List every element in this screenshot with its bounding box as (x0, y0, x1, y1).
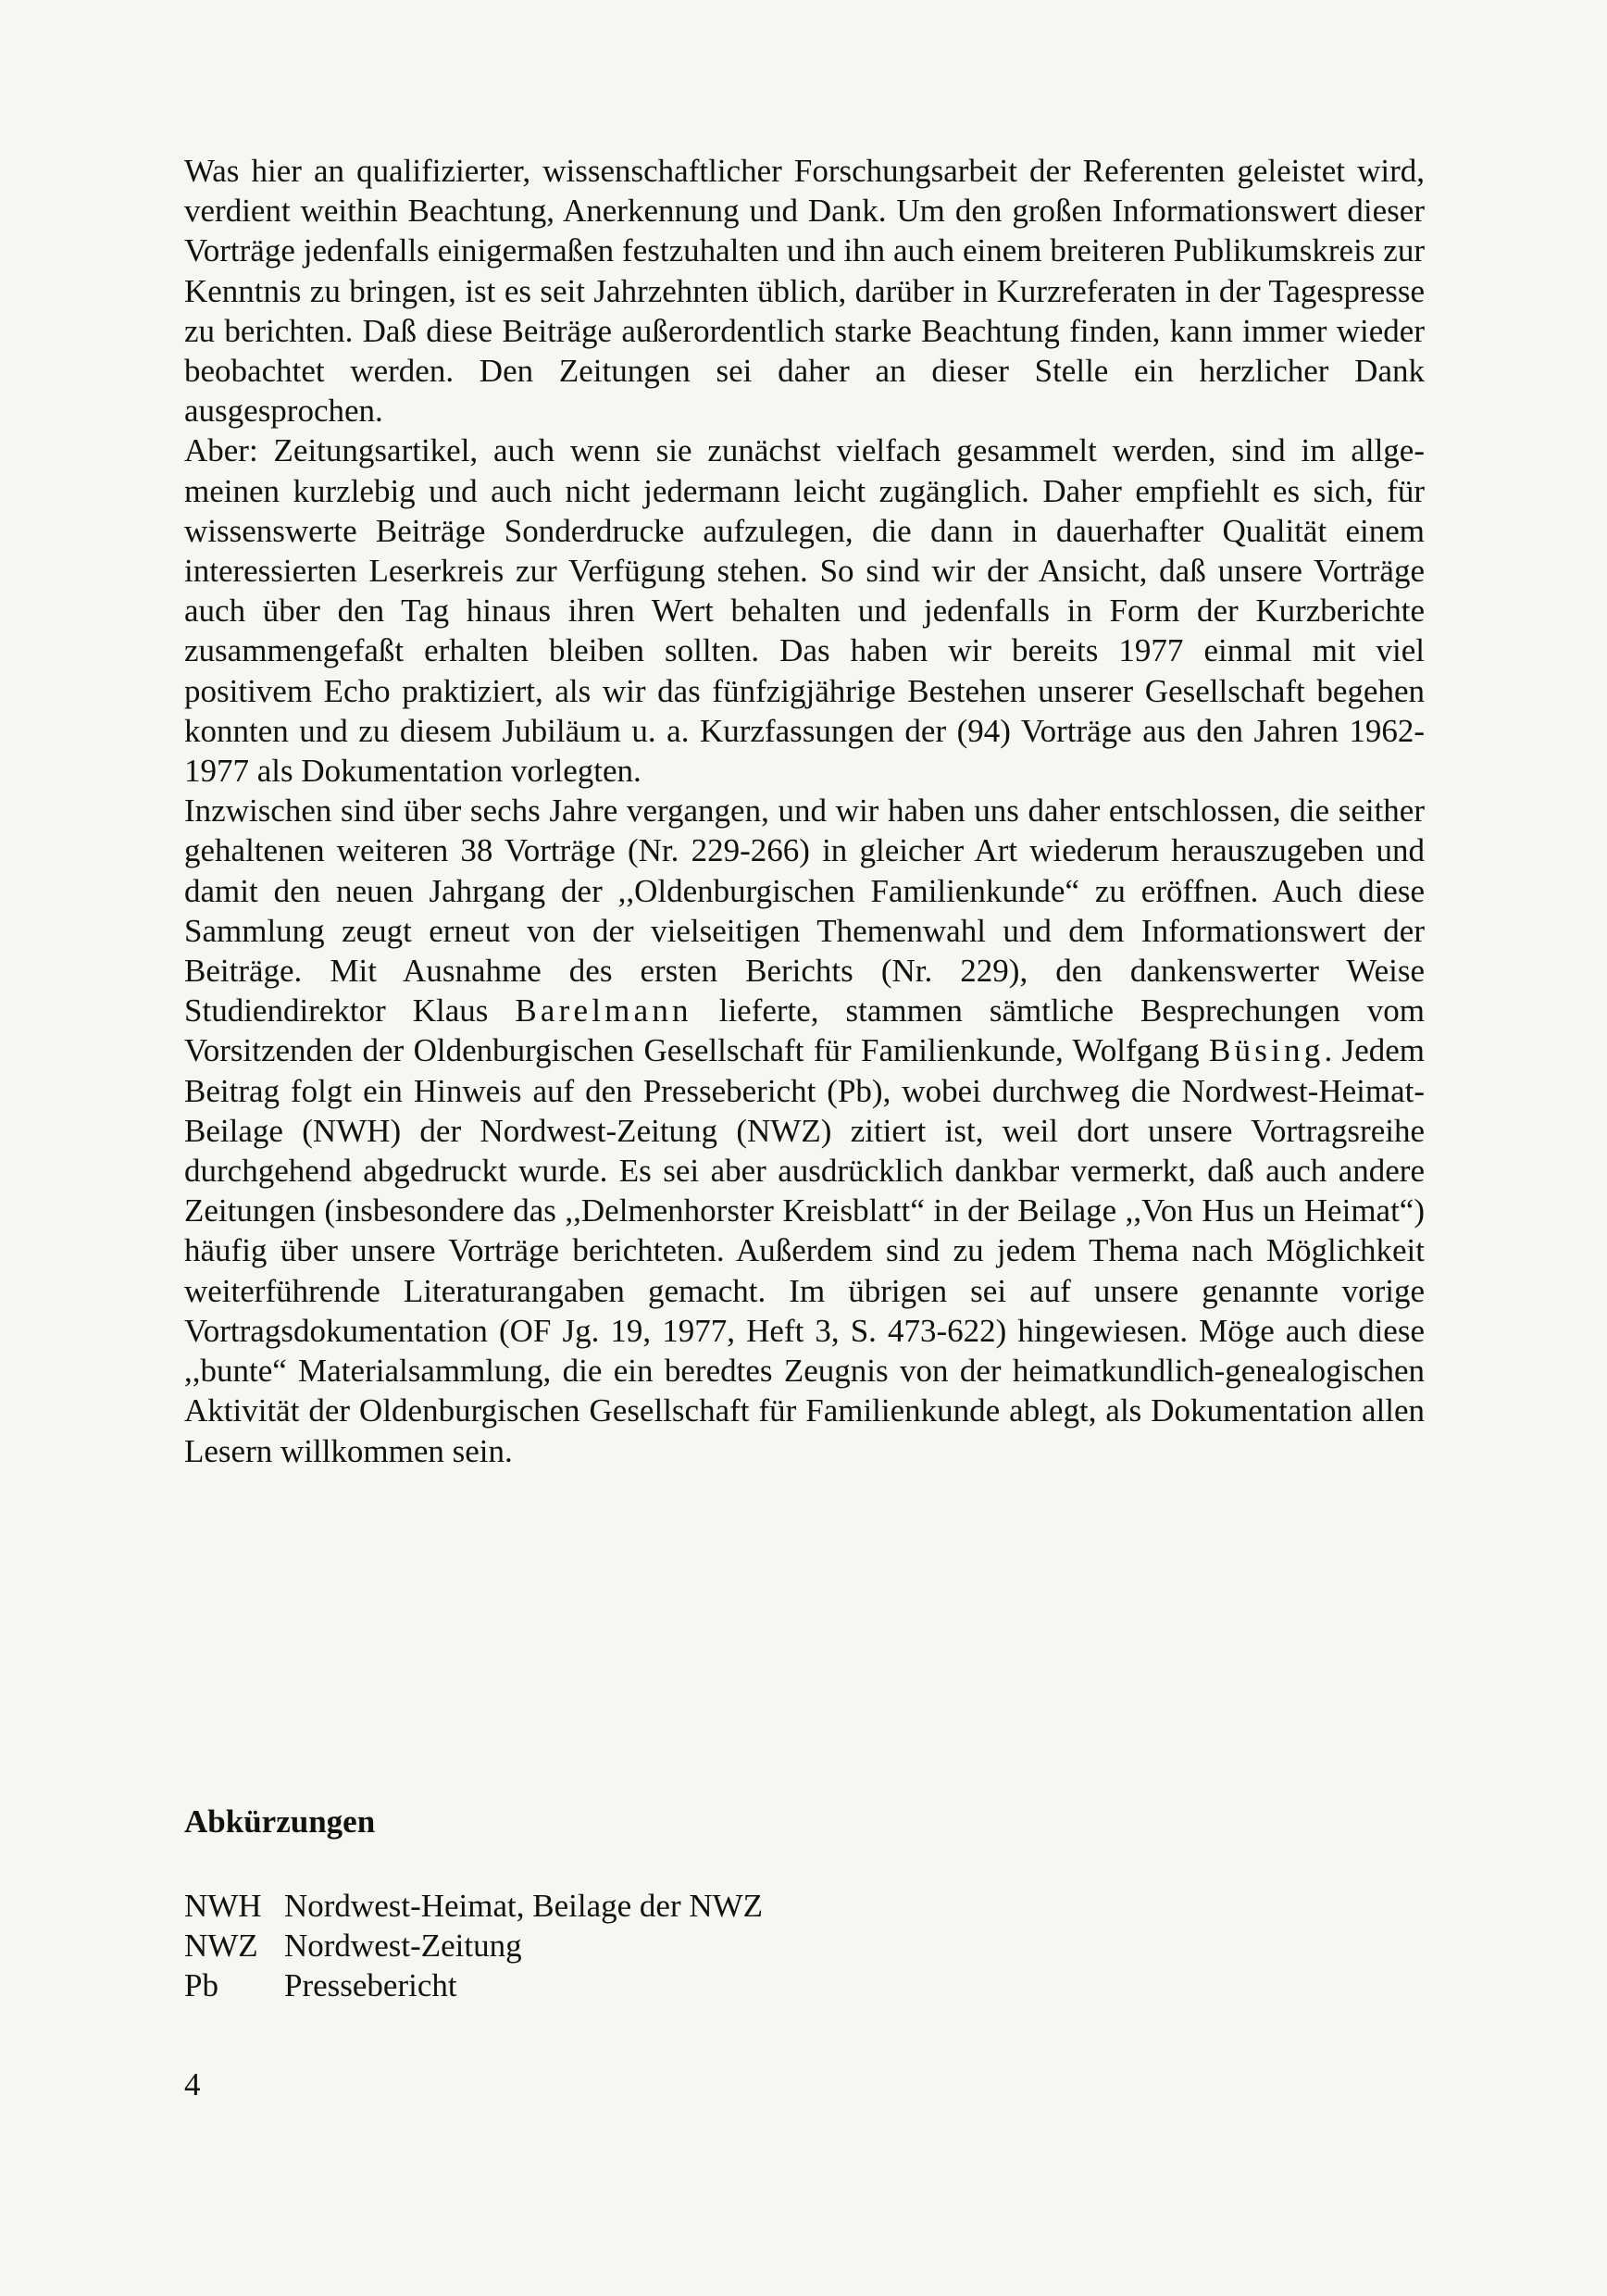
page-number: 4 (184, 2066, 201, 2103)
author-name-buesing: Büsing (1209, 1032, 1325, 1069)
abbreviation-value: Nordwest-Zeitung (284, 1928, 522, 1964)
abbreviations-heading: Abkürzungen (184, 1803, 376, 1840)
abbreviation-row (184, 1965, 763, 2005)
abbreviations-list (184, 1886, 763, 2005)
paragraph-1: Was hier an qualifizierter, wissenschaftlicher Forschungsarbeit der Referenten geleistet wird, verdient weithin Beachtung, Anerkennung und Dank. Um den großen Informationswert dieser Vorträge jedenfalls einigermaßen festzuhalten und ihn auch einem breiteren Publikumskreis zur Kenntnis zu bringen, ist es seit Jahrzehnten üblich, darüber in Kurzreferaten in der Tagespresse zu berichten. Daß diese Beiträge außerordentlich starke Beachtung finden, kann immer wieder beobachtet werden. Den Zeitungen sei daher an dieser Stelle ein herzlicher Dank ausgesprochen. (184, 153, 1425, 430)
abbreviation-key: Pb (184, 1967, 218, 2003)
body-text (184, 151, 1425, 1471)
paragraph-2: Aber: Zeitungsartikel, auch wenn sie zunächst vielfach gesammelt werden, sind im allgemeinen kurzlebig und auch nicht jedermann leicht zugänglich. Daher empfiehlt es sich, für wissenswerte Beiträge Sonderdrucke aufzulegen, die dann in dauerhafter Qualität einem interessierten Leserkreis zur Verfügung stehen. So sind wir der Ansicht, daß unsere Vorträge auch über den Tag hinaus ihren Wert behalten und jedenfalls in Form der Kurzberichte zusammengefaßt erhalten bleiben sollten. Das haben wir bereits 1977 einmal mit viel positivem Echo praktiziert, als wir das fünfzigjährige Bestehen unserer Gesellschaft begehen konnten und zu diesem Jubiläum u. a. Kurzfassungen der (94) Vorträge aus den Jahren 1962-1977 als Dokumentation vorlegten. (184, 432, 1425, 790)
abbreviation-value: Nordwest-Heimat, Beilage der NWZ (284, 1888, 764, 1924)
paragraph-3-part-c: . Jedem Beitrag folgt ein Hinweis auf den Pressebericht (Pb), wobei durchweg die Nordwest-Heimat-Beilage (NWH) der Nordwest-Zeitung (NWZ) zitiert ist, weil dort unsere Vortragsreihe durchgehend abgedruckt wurde. Es sei aber ausdrücklich dankbar vermerkt, daß auch andere Zeitungen (insbesondere das ,,Delmenhorster Kreisblatt“ in der Beilage ,,Von Hus un Heimat“) häufig über unsere Vorträge berichteten. Außerdem sind zu jedem Thema nach Möglichkeit weiterführende Literaturangaben gemacht. Im übrigen sei auf unsere genannte vorige Vortragsdokumentation (OF Jg. 19, 1977, Heft 3, S. 473-622) hingewiesen. Möge auch diese ,,bunte“ Materialsammlung, die ein beredtes Zeugnis von der heimatkundlich-genealogischen Aktivität der Oldenburgischen Gesellschaft für Familienkunde ablegt, als Dokumentation allen Lesern willkommen sein. (184, 1032, 1425, 1469)
paragraph-3-part-b: lieferte, stammen sämtliche Besprechungen vom Vorsitzenden der Oldenburgischen Gesellschaft für Familienkunde, Wolfgang (184, 992, 1425, 1069)
paragraph-3 (184, 791, 1425, 1470)
abbreviation-value: Pressebericht (284, 1967, 457, 2003)
abbreviation-key: NWH (184, 1888, 262, 1924)
abbreviation-key: NWZ (184, 1928, 258, 1964)
author-name-barelmann: Barelmann (515, 992, 692, 1029)
abbreviation-row (184, 1926, 763, 1965)
paragraph-3-part-a: Inzwischen sind über sechs Jahre vergangen, und wir haben uns daher entschlossen, die seither gehaltenen weiteren 38 Vorträge (Nr. 229-266) in gleicher Art wiederum herauszugeben und damit den neuen Jahrgang der ,,Oldenburgischen Familienkunde“ zu eröffnen. Auch diese Sammlung zeugt erneut von der vielseitigen Themenwahl und dem Informationswert der Beiträge. Mit Ausnahme des ersten Berichts (Nr. 229), den dankenswerter Weise Studiendirektor Klaus (184, 792, 1425, 1029)
abbreviation-row (184, 1886, 763, 1926)
